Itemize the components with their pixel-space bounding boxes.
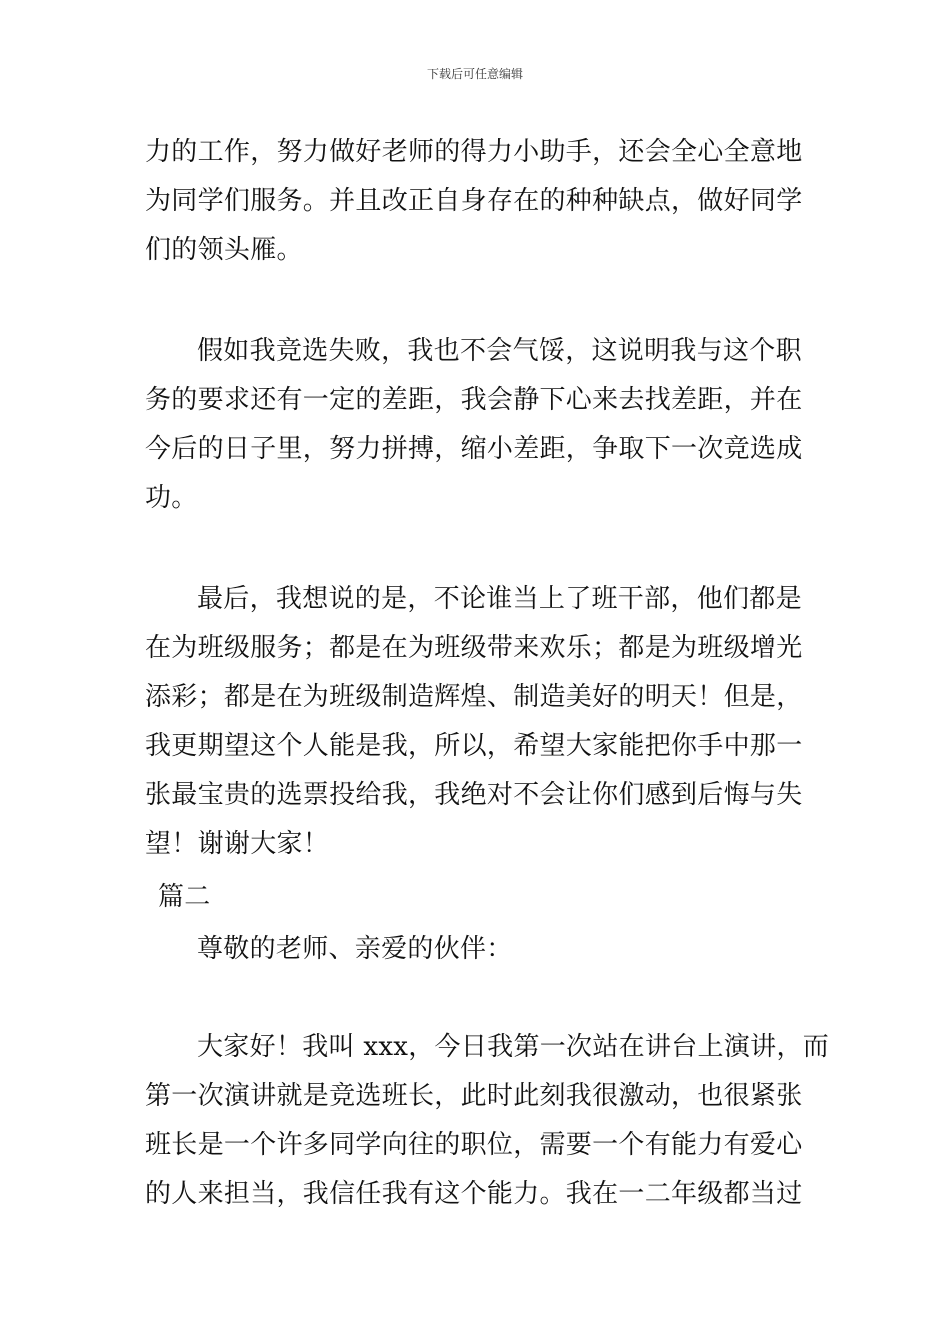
text-line: 添彩；都是在为班级制造辉煌、制造美好的明天！但是， (145, 682, 803, 712)
text-line: 望！谢谢大家！ (145, 829, 330, 859)
text-line: 力的工作，努力做好老师的得力小助手，还会全心全意地 (145, 137, 803, 167)
text-line: 今后的日子里，努力拼搏，缩小差距，争取下一次竞选成 (145, 434, 803, 464)
text-line: 的人来担当，我信任我有这个能力。我在一二年级都当过 (145, 1179, 803, 1209)
text-line: 务的要求还有一定的差距，我会静下心来去找差距，并在 (145, 385, 803, 415)
page-header: 下载后可任意编辑 (426, 67, 523, 81)
text-line: 在为班级服务；都是在为班级带来欢乐；都是为班级增光 (145, 633, 803, 663)
text-line: 为同学们服务。并且改正自身存在的种种缺点，做好同学 (145, 186, 803, 216)
text-line: 班长是一个许多同学向往的职位，需要一个有能力有爱心 (145, 1130, 803, 1160)
text-line: 假如我竞选失败，我也不会气馁，这说明我与这个职 (197, 336, 802, 366)
text-line: 第一次演讲就是竞选班长，此时此刻我很激动，也很紧张 (145, 1081, 803, 1111)
text-line: 大家好！我叫 xxx，今日我第一次站在讲台上演讲，而 (197, 1032, 830, 1062)
greeting: 尊敬的老师、亲爱的伙伴： (197, 934, 513, 964)
text-line: 们的领头雁。 (145, 235, 303, 265)
text-line: 我更期望这个人能是我，所以，希望大家能把你手中那一 (145, 731, 803, 761)
text-line: 最后，我想说的是，不论谁当上了班干部，他们都是 (197, 584, 802, 614)
section-heading: 篇二 (158, 882, 211, 912)
text-line: 功。 (145, 483, 198, 513)
text-line: 张最宝贵的选票投给我，我绝对不会让你们感到后悔与失 (145, 780, 803, 810)
